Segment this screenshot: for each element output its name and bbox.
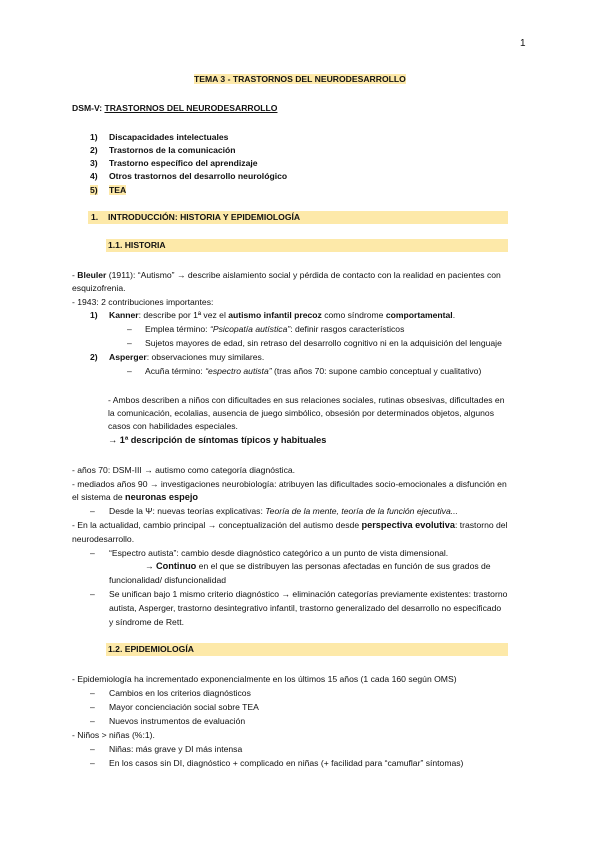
list-item: 3): [90, 158, 98, 168]
bleuler-line: - Bleuler (1911): “Autismo” → describe aislamiento social y pérdida de contacto con la realidad en pacientes con: [72, 270, 501, 280]
dsm-heading: [72, 103, 277, 114]
epi-item-3: Nuevos instrumentos de evaluación: [109, 716, 246, 726]
dash-icon: –: [127, 338, 132, 348]
bleuler-line-2: esquizofrenia.: [72, 283, 126, 293]
history-espectro: “Espectro autista”: cambio desde diagnóstico categórico a un punto de vista dimensional.: [109, 548, 449, 558]
epi-ninos: - Niños > niñas (%:1).: [72, 730, 155, 740]
asperger-number: 2): [90, 352, 98, 362]
list-item-text: TEA: [109, 185, 127, 195]
list-item: 4): [90, 171, 98, 181]
asperger-line: Asperger: observaciones muy similares.: [109, 352, 265, 362]
list-item: 5): [90, 185, 98, 195]
epi-line-1: - Epidemiología ha incrementado exponencialmente en los últimos 15 años (1 cada 160 según OMS): [72, 674, 457, 684]
history-actualidad: - En la actualidad, cambio principal → conceptualización del autismo desde perspectiva evolutiva: trastorno del: [72, 520, 508, 530]
dash-icon: –: [90, 589, 95, 599]
subsection-title: 1.1. HISTORIA: [108, 240, 166, 250]
title-text: TEMA 3 - TRASTORNOS DEL NEURODESARROLLO: [194, 74, 406, 84]
ambos-line-2: la comunicación, ecolalias, ausencia de juego simbólico, obsesión por determinados objetos, algunos: [108, 408, 494, 418]
dash-icon: –: [90, 702, 95, 712]
history-90s: - mediados años 90 → investigaciones neurobiología: atribuyen las dificultades socio-emocionales a disfunción en: [72, 479, 507, 489]
epi-item-5: En los casos sin DI, diagnóstico + complicado en niñas (+ facilidad para “camuflar” síntomas): [109, 758, 464, 768]
page-number: 1: [520, 38, 526, 49]
list-item-text: Trastornos de la comunicación: [109, 145, 236, 155]
history-90s-2: el sistema de neuronas espejo: [72, 492, 199, 502]
history-continuo: → Continuo en el que se distribuyen las personas afectadas en función de sus grados de: [145, 561, 491, 571]
dash-icon: –: [127, 366, 132, 376]
list-item-text: Trastorno específico del aprendizaje: [109, 158, 258, 168]
kanner-number: 1): [90, 310, 98, 320]
section-number: 1.: [91, 212, 99, 222]
history-unifican-3: y síndrome de Rett.: [109, 617, 184, 627]
history-continuo-2: funcionalidad/ disfuncionalidad: [109, 575, 227, 585]
dsm-prefix: DSM-V:: [72, 103, 105, 113]
dash-icon: –: [90, 688, 95, 698]
history-unifican-2: autista, Asperger, trastorno desintegrativo infantil, trastorno generalizado del desarrollo no especificado: [109, 603, 502, 613]
subsection-heading-historia: [106, 239, 508, 252]
list-item: 2): [90, 145, 98, 155]
history-unifican-1: Se unifican bajo 1 mismo criterio diagnóstico → eliminación categorías previamente existentes: trastorno: [109, 589, 508, 599]
kanner-detail-1: Emplea término: “Psicopatía autística”: definir rasgos característicos: [145, 324, 405, 334]
dash-icon: –: [90, 548, 95, 558]
list-item: 1): [90, 132, 98, 142]
dash-icon: –: [90, 758, 95, 768]
history-70s: - años 70: DSM-III → autismo como categoría diagnóstica.: [72, 465, 296, 475]
ambos-conclusion: → 1ª descripción de síntomas típicos y habituales: [108, 435, 327, 445]
dash-icon: –: [90, 744, 95, 754]
dash-icon: –: [90, 716, 95, 726]
kanner-detail-2: Sujetos mayores de edad, sin retraso del desarrollo cognitivo ni en la adquisición del lenguaje: [145, 338, 502, 348]
year-1943: - 1943: 2 contribuciones importantes:: [72, 297, 214, 307]
dash-icon: –: [90, 506, 95, 516]
dsm-label: TRASTORNOS DEL NEURODESARROLLO: [104, 103, 278, 113]
ambos-line-3: casos con habilidades especiales.: [108, 421, 238, 431]
epi-item-1: Cambios en los criterios diagnósticos: [109, 688, 251, 698]
kanner-line: Kanner: describe por 1ª vez el autismo infantil precoz como síndrome comportamental.: [109, 310, 456, 320]
epi-item-4: Niñas: más grave y DI más intensa: [109, 744, 243, 754]
asperger-detail-1: Acuña término: “espectro autista” (tras años 70: supone cambio conceptual y cualitativo): [145, 366, 482, 376]
page-title: [194, 74, 406, 85]
section-heading-intro: [88, 211, 508, 224]
list-item-text: Discapacidades intelectuales: [109, 132, 229, 142]
history-actualidad-2: neurodesarrollo.: [72, 534, 135, 544]
subsection-title: 1.2. EPIDEMIOLOGÍA: [108, 644, 194, 654]
epi-item-2: Mayor concienciación social sobre TEA: [109, 702, 259, 712]
history-psi: Desde la Ψ: nuevas teorías explicativas: Teoría de la mente, teoría de la función ejecutiva...: [109, 506, 458, 516]
section-title: INTRODUCCIÓN: HISTORIA Y EPIDEMIOLOGÍA: [108, 212, 301, 222]
subsection-heading-epidemiologia: [106, 643, 508, 656]
dash-icon: –: [127, 324, 132, 334]
ambos-line-1: - Ambos describen a niños con dificultades en sus relaciones sociales, rutinas obsesivas, dificultades en: [108, 395, 505, 405]
list-item-text: Otros trastornos del desarrollo neurológico: [109, 171, 288, 181]
